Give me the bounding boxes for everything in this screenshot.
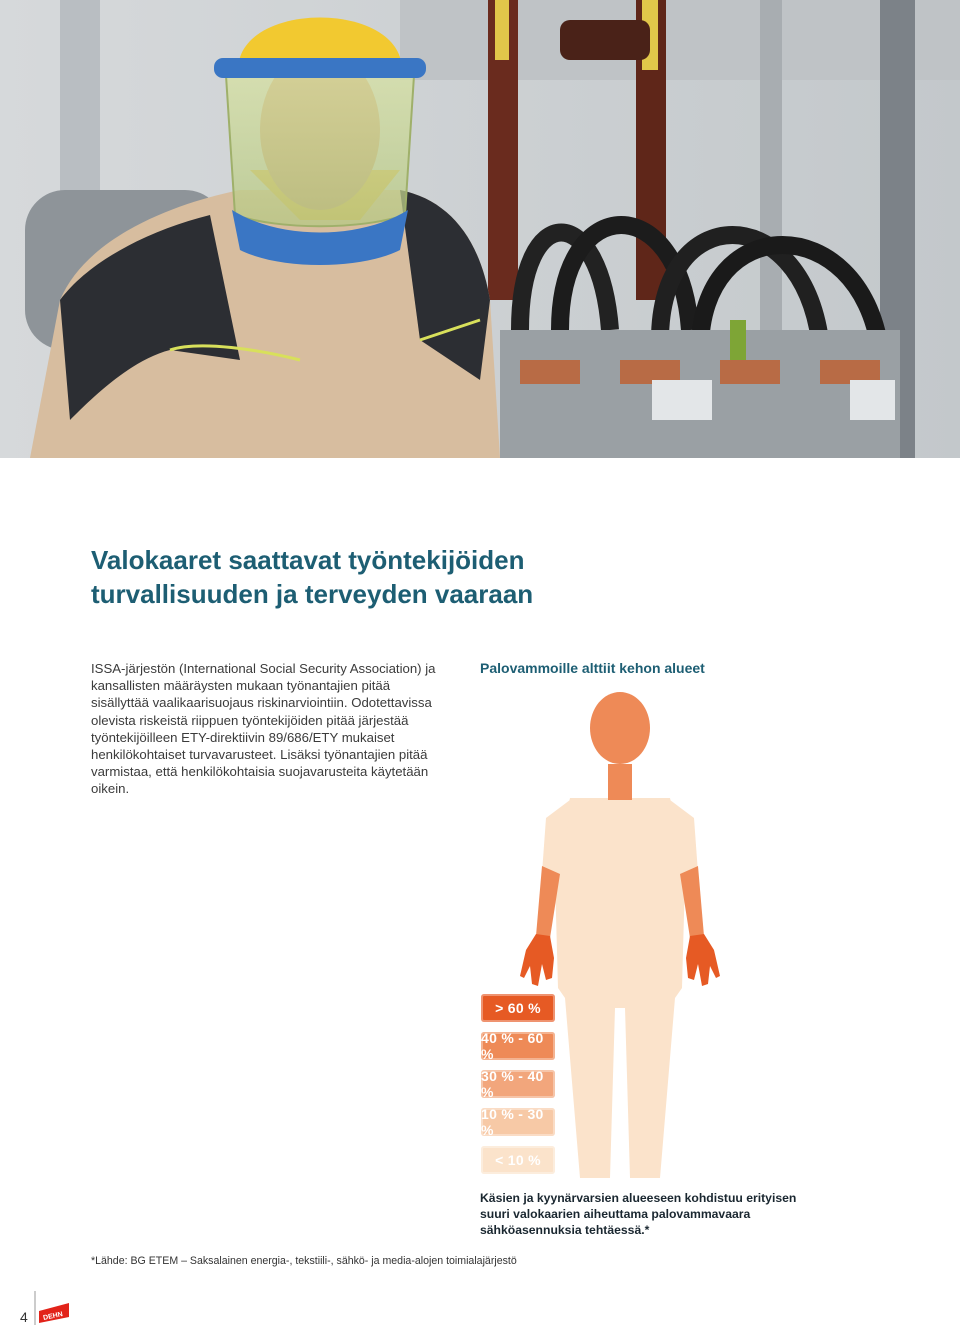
legend-item-over-60: > 60 % [481, 994, 555, 1022]
body-left-hand [520, 934, 554, 986]
legend-item-10-30: 10 % - 30 % [481, 1108, 555, 1136]
body-right-hand [686, 934, 720, 986]
source-footnote: *Lähde: BG ETEM – Saksalainen energia-, tekstiili-, sähkö- ja media-alojen toimialajärjestö [91, 1255, 517, 1267]
body-torso-legs [555, 798, 685, 1178]
page-title [91, 543, 691, 611]
legend-item-under-10: < 10 % [481, 1146, 555, 1174]
dehn-logo [33, 1291, 73, 1325]
page-title-line-2: turvallisuuden ja terveyden vaaraan [91, 579, 534, 609]
logo-text: DEHN [42, 1311, 64, 1322]
body-head [590, 692, 650, 764]
figure-caption: Käsien ja kyynärvarsien alueeseen kohdistuu erityisen suuri valokaarien aiheuttama palovammavaara sähköasennuksia tehtäessä.* [480, 1191, 797, 1237]
hero-photo [0, 0, 960, 458]
body-paragraph: ISSA-järjestön (International Social Security Association) ja kansallisten määräysten mukaan työnantajien pitää sisällyttää vaalikaarisuojaus riskinarviointiin. Odotettavissa olevista riskeistä riippuen työntekijöiden pitää järjestää työntekijöilleen ETY-direktiivin 89/686/ETY mukaiset henkilökohtaiset turvavarusteet. Lisäksi työnantajien pitää varmistaa, että henkilökohtaisia suojavarusteita käytetään oikein. [91, 661, 436, 797]
legend-item-40-60: 40 % - 60 % [481, 1032, 555, 1060]
body-neck [608, 764, 632, 800]
page-title-line-1: Valokaaret saattavat työntekijöiden [91, 545, 525, 575]
page-number: 4 [20, 1309, 28, 1325]
legend-item-30-40: 30 % - 40 % [481, 1070, 555, 1098]
figure-title: Palovammoille alttiit kehon alueet [480, 660, 705, 676]
